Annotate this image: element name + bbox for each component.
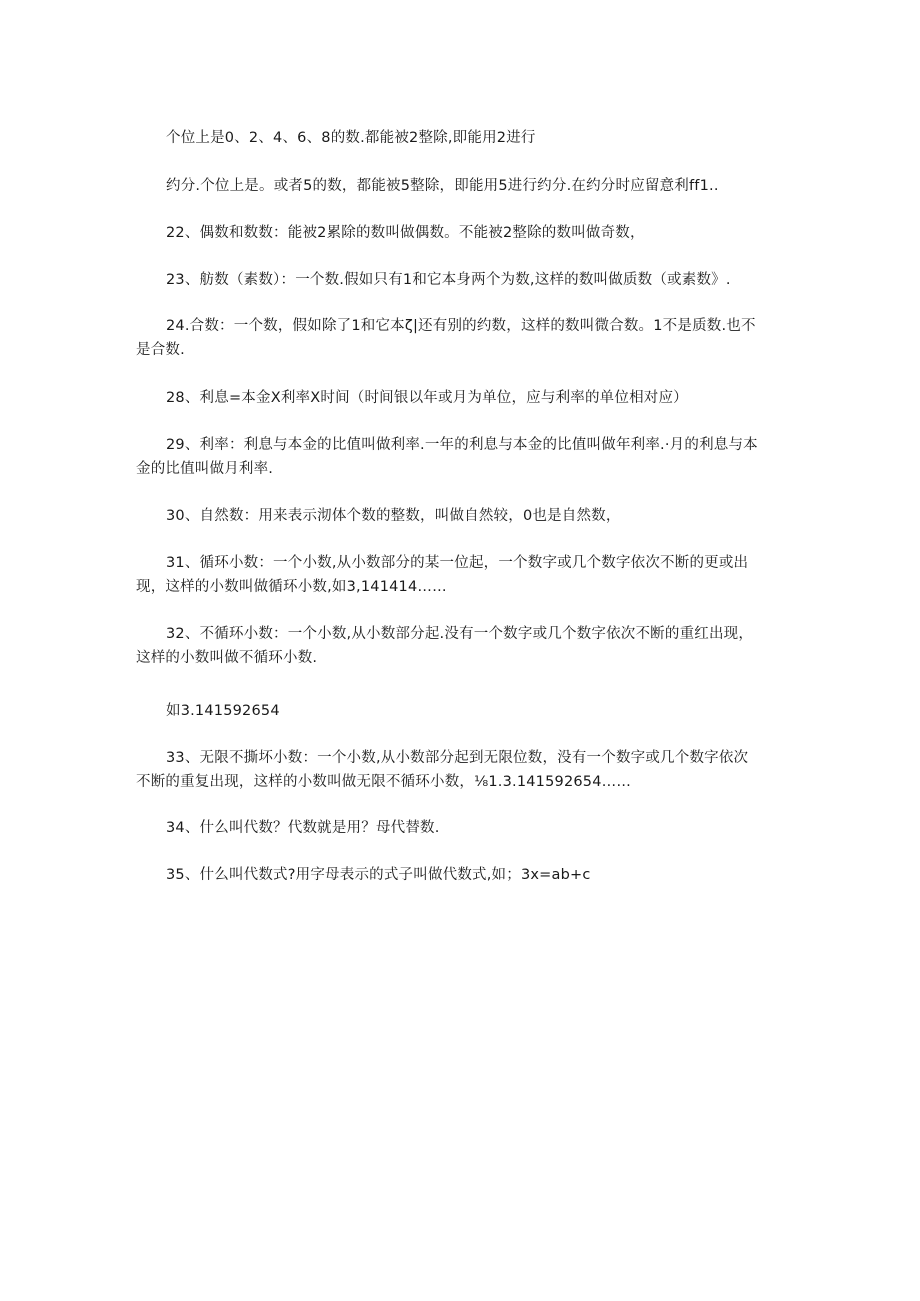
paragraph-34-algebra: 34、什么叫代数？代数就是用？母代替数.	[166, 820, 440, 836]
paragraph-31-line-1: 31、循环小数：一个小数,从小数部分的某一位起，一个数字或几个数字依次不断的更或出	[166, 555, 749, 571]
paragraph-22-even-odd: 22、偶数和数数：能被2累除的数叫做偶数。不能被2整除的数叫做奇数，	[166, 225, 645, 241]
paragraph-29-interest-rate	[136, 433, 758, 481]
paragraph-even-numbers-divisible-by-2: 个位上是0、2、4、6、8的数.都能被2整除,即能用2进行	[166, 130, 536, 146]
paragraph-24-composite	[136, 314, 756, 362]
paragraph-24-line-2: 是合数.	[136, 342, 185, 358]
paragraph-33-irrational-decimal	[136, 746, 748, 794]
paragraph-32-non-repeating-decimal	[136, 622, 753, 670]
paragraph-33-line-2: 不断的重复出现，这样的小数叫做无限不循环小数，⅛1.3.141592654……	[136, 774, 632, 790]
paragraph-24-line-1: 24.合数：一个数，假如除了1和它本ζ|还有别的约数，这样的数叫微合数。1不是质数.也不	[166, 318, 756, 334]
paragraph-pi-example: 如3.141592654	[166, 703, 280, 719]
paragraph-28-interest: 28、利息=本金X利率X时间（时间银以年或月为单位，应与利率的单位相对应）	[166, 390, 688, 406]
paragraph-32-line-2: 这样的小数叫做不循环小数.	[136, 650, 318, 666]
paragraph-33-line-1: 33、无限不撕坏小数：一个小数,从小数部分起到无限位数，没有一个数字或几个数字依次	[166, 750, 749, 766]
paragraph-30-natural-numbers: 30、自然数：用来表示沏体个数的整数，叫做自然较，0也是自然数，	[166, 508, 621, 524]
paragraph-32-line-1: 32、不循环小数：一个小数,从小数部分起.没有一个数字或几个数字依次不断的重红出现，	[166, 626, 754, 642]
paragraph-31-repeating-decimal	[136, 551, 748, 599]
paragraph-29-line-1: 29、利率：利息与本金的比值叫做利率.一年的利息与本金的比值叫做年利率.·月的利息与本	[166, 437, 758, 453]
paragraph-29-line-2: 金的比值叫做月利率.	[136, 461, 274, 477]
paragraph-reduce-fraction: 约分.个位上是。或者5的数，都能被5整除，即能用5进行约分.在约分时应留意利ff1..	[166, 178, 719, 194]
paragraph-35-algebraic-expression: 35、什么叫代数式?用字母表示的式子叫做代数式,如；3x=ab+c	[166, 867, 591, 883]
paragraph-23-prime: 23、舫数（素数）：一个数.假如只有1和它本身两个为数,这样的数叫做质数（或素数》.	[166, 272, 731, 288]
paragraph-31-line-2: 现，这样的小数叫做循环小数,如3,141414……	[136, 579, 447, 595]
